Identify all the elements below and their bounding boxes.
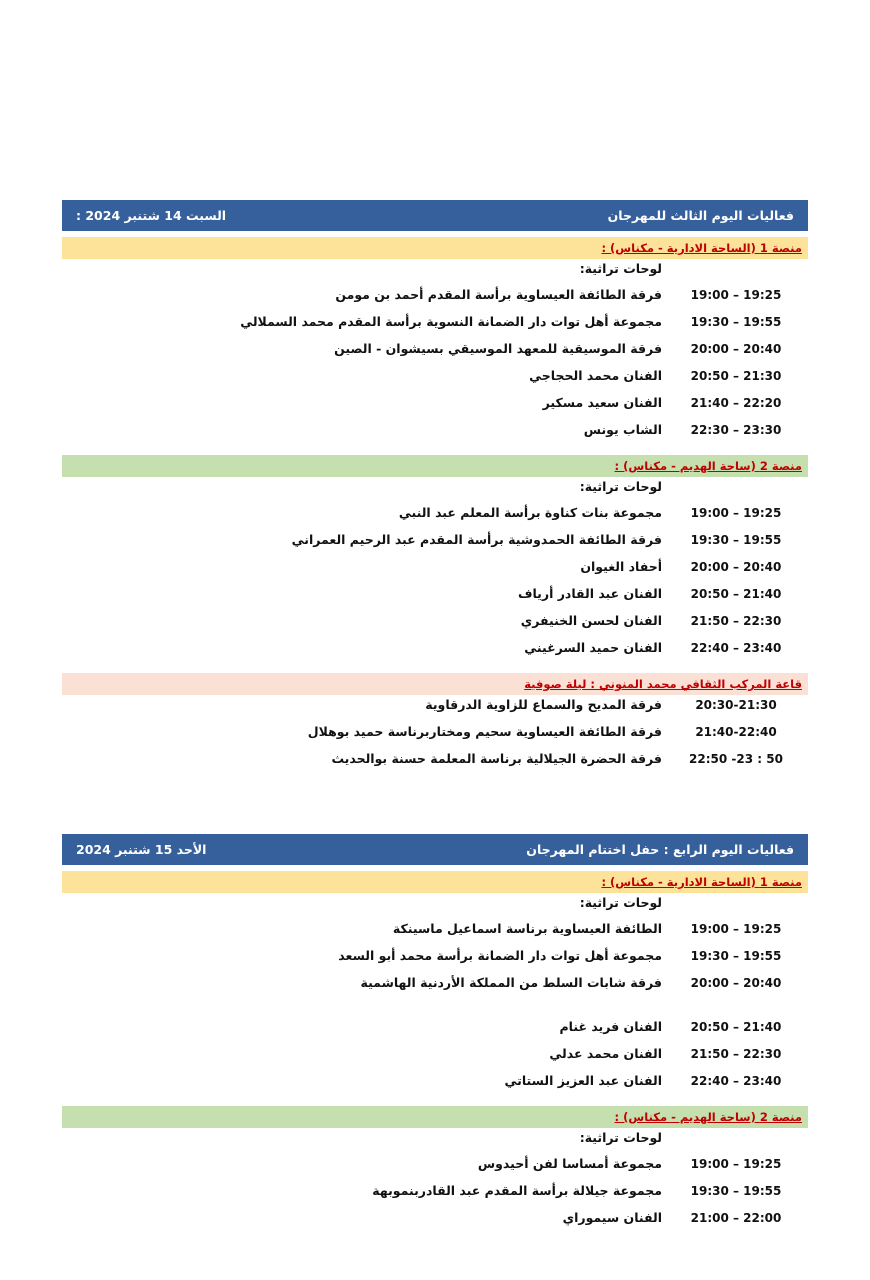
program-row [62, 341, 808, 368]
program-row [62, 697, 808, 724]
program-subheading: لوحات تراثية: [579, 261, 662, 276]
day-title: فعاليات اليوم الرابع : حفل اختتام المهرجان [526, 842, 794, 857]
program-time: 19:30 – 19:55 [690, 533, 782, 547]
program-act: فرقة الطائفة الحمدوشية برأسة المقدم عبد الرحيم العمراني [291, 532, 662, 547]
venue-label: منصة 2 (ساحة الهديم - مكناس) : [614, 1110, 802, 1124]
program-time: 22:30 – 23:30 [690, 423, 782, 437]
program-row [62, 505, 808, 532]
program-time: 21:00 – 22:00 [690, 1211, 782, 1225]
day-header-bar [62, 200, 808, 231]
day-title: فعاليات اليوم الثالث للمهرجان [607, 208, 794, 223]
program-act: الشاب يونس [583, 422, 662, 437]
program-time: 21:50 – 22:30 [690, 1047, 782, 1061]
program-row [62, 921, 808, 948]
venue-header-bar [62, 455, 808, 477]
program-time: 22:50 -23 : 50 [689, 752, 783, 766]
venue-header-bar [62, 673, 808, 695]
program-time: 20:00 – 20:40 [690, 342, 782, 356]
day-date: الأحد 15 شتنبر 2024 [76, 842, 207, 857]
program-act: فرقة الحضرة الجيلالية برناسة المعلمة حسنة بوالحديث [331, 751, 662, 766]
program-act: الطائفة العيساوية برناسة اسماعيل ماسينكة [392, 921, 662, 936]
program-row [62, 751, 808, 778]
program-row [62, 586, 808, 613]
program-act: الفنان سعيد مسكير [542, 395, 662, 410]
program-time: 21:40 – 22:20 [690, 396, 782, 410]
venue-label: منصة 2 (ساحة الهديم - مكناس) : [614, 459, 802, 473]
program-act: مجموعة جيلالة برأسة المقدم عبد القادربنموبهة [372, 1183, 662, 1198]
program-rows [62, 477, 808, 667]
program-subheading-row [62, 479, 808, 505]
program-row [62, 1183, 808, 1210]
program-act: الفنان عبد القادر أرياف [517, 586, 662, 601]
program-time: 19:30 – 19:55 [690, 1184, 782, 1198]
program-row [62, 1019, 808, 1046]
program-time: 20:30-21:30 [695, 698, 777, 712]
program-row [62, 1156, 808, 1183]
program-row [62, 368, 808, 395]
venue-header-bar [62, 1106, 808, 1128]
program-time: 19:00 – 19:25 [690, 1157, 782, 1171]
program-act: أحفاد الغيوان [580, 559, 662, 574]
program-act: مجموعة أهل توات دار الضمانة النسوية برأسة المقدم محمد السملالي [240, 314, 662, 329]
program-row [62, 948, 808, 975]
program-row [62, 287, 808, 314]
program-rows [62, 1128, 808, 1237]
day-separator [62, 778, 808, 834]
program-row [62, 422, 808, 449]
venue-label: منصة 1 (الساحة الادارية - مكناس) : [601, 875, 802, 889]
program-act: الفنان فريد غنام [559, 1019, 662, 1034]
program-time: 20:50 – 21:40 [690, 1020, 782, 1034]
program-time: 19:00 – 19:25 [690, 922, 782, 936]
program-act: فرقة الموسيقية للمعهد الموسيقي بسيشوان - الصين [334, 341, 662, 356]
program-time: 19:30 – 19:55 [690, 949, 782, 963]
program-act: الفنان سيموراي [562, 1210, 662, 1225]
program-act: فرقة الطائفة العيساوية برأسة المقدم أحمد بن مومن [335, 287, 662, 302]
day-header-bar [62, 834, 808, 865]
program-subheading-row [62, 895, 808, 921]
program-act: فرقة المديح والسماع للزاوية الدرقاوية [425, 697, 662, 712]
venue-header-bar [62, 237, 808, 259]
program-act: فرقة شابات السلط من المملكة الأردنية الهاشمية [360, 975, 662, 990]
program-act: مجموعة بنات كناوة برأسة المعلم عبد النبي [398, 505, 662, 520]
program-row [62, 1073, 808, 1100]
program-time: 19:00 – 19:25 [690, 288, 782, 302]
program-act: الفنان حميد السرغيني [524, 640, 662, 655]
venue-label: منصة 1 (الساحة الادارية - مكناس) : [601, 241, 802, 255]
program-time: 20:00 – 20:40 [690, 560, 782, 574]
program-act: مجموعة أهل توات دار الضمانة برأسة محمد أبو السعد [338, 948, 662, 963]
program-time: 22:40 – 23:40 [690, 641, 782, 655]
program-time: 21:50 – 22:30 [690, 614, 782, 628]
program-subheading: لوحات تراثية: [579, 479, 662, 494]
program-time: 20:50 – 21:30 [690, 369, 782, 383]
program-time: 20:50 – 21:40 [690, 587, 782, 601]
program-row [62, 532, 808, 559]
program-act: الفنان محمد الحجاجي [529, 368, 662, 383]
day-date: السبت 14 شتنبر 2024 : [76, 208, 227, 223]
program-act: الفنان محمد عدلي [549, 1046, 662, 1061]
program-time: 19:30 – 19:55 [690, 315, 782, 329]
program-time: 20:00 – 20:40 [690, 976, 782, 990]
program-row [62, 724, 808, 751]
schedule-sheet [62, 200, 808, 1237]
program-act: فرقة الطائفة العيساوية سحيم ومختاربرناسة حميد بوهلال [307, 724, 662, 739]
program-row [62, 975, 808, 1019]
program-time: 21:40-22:40 [695, 725, 777, 739]
program-row [62, 613, 808, 640]
program-subheading-row [62, 1130, 808, 1156]
program-subheading: لوحات تراثية: [579, 1130, 662, 1145]
program-act: الفنان عبد العزيز الستاتي [504, 1073, 662, 1088]
program-row [62, 314, 808, 341]
program-subheading-row [62, 261, 808, 287]
program-time: 22:40 – 23:40 [690, 1074, 782, 1088]
program-time: 19:00 – 19:25 [690, 506, 782, 520]
program-act: الفنان لحسن الخنيفري [520, 613, 662, 628]
program-rows [62, 695, 808, 778]
venue-label: قاعة المركب الثقافي محمد المنوني : ليلة صوفية [524, 677, 802, 691]
program-act: مجموعة أمساسا لفن أحيدوس [477, 1156, 662, 1171]
program-row [62, 1210, 808, 1237]
program-row [62, 395, 808, 422]
program-rows [62, 259, 808, 449]
venue-header-bar [62, 871, 808, 893]
program-subheading: لوحات تراثية: [579, 895, 662, 910]
program-row [62, 559, 808, 586]
program-row [62, 1046, 808, 1073]
program-row [62, 640, 808, 667]
program-rows [62, 893, 808, 1100]
